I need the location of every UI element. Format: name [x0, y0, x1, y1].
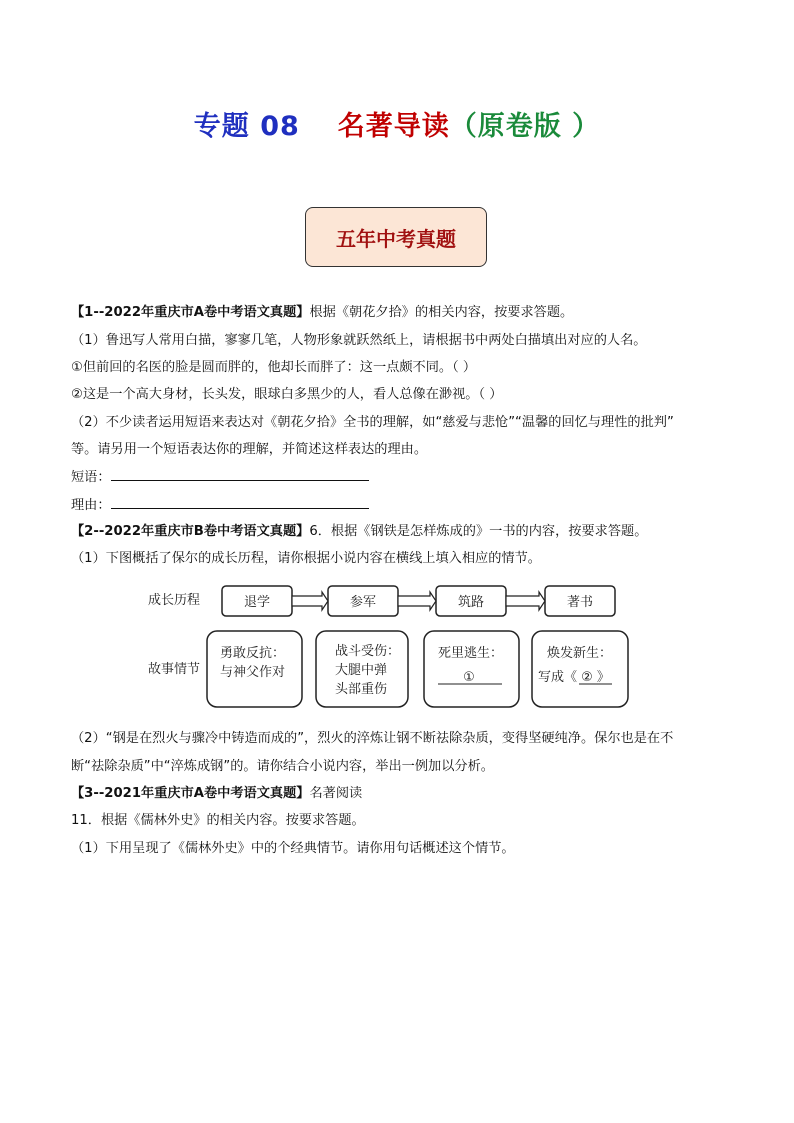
q1-prompt: 根据《朝花夕拾》的相关内容，按要求答题。 [309, 305, 574, 320]
plot-box-3 [424, 631, 519, 707]
q2-source: 【2--2022年重庆市B卷中考语文真题】 [71, 524, 310, 539]
plot-2-line-3: 头部重伤 [335, 682, 388, 697]
q1-sub2-line1: （2）不少读者运用短语来表达对《朝花夕拾》全书的理解，如“慈爱与悲怆”“温馨的回忆与理性的批判” [71, 415, 674, 430]
title-edition: （原卷版 ） [449, 111, 601, 142]
q2-prompt: 6．根据《钢铁是怎样炼成的》一书的内容，按要求答题。 [309, 524, 648, 539]
q2-sub2-line1: （2）“钢是在烈火与骤冷中铸造而成的”，烈火的淬炼让钢不断祛除杂质，变得坚硬纯净。保尔也是在不 [71, 731, 674, 746]
q3-prompt: 名著阅读 [309, 786, 363, 801]
stage-box-3 [436, 586, 506, 616]
q3-source: 【3--2021年重庆市A卷中考语文真题】 [71, 786, 310, 801]
plot-box-4 [532, 631, 628, 707]
plot-box-2 [316, 631, 408, 707]
plot-2-line-2: 大腿中弹 [335, 663, 388, 678]
q3-line2: （1）下用呈现了《儒林外史》中的个经典情节。请你用句话概述这个情节。 [71, 841, 515, 856]
q3-line1: 11．根据《儒林外史》的相关内容。按要求答题。 [71, 813, 365, 828]
phrase-label: 短语： [71, 470, 111, 485]
section-banner: 五年中考真题 [305, 207, 487, 267]
row-label-growth: 成长历程 [148, 593, 201, 608]
arrow-1-icon [292, 592, 328, 610]
q3-header [71, 785, 362, 803]
title-topic-number: 专题 08 [193, 111, 300, 142]
title-topic-name: 名著导读 [337, 111, 450, 142]
plot-4-line-2: 写成《 ② 》 [538, 670, 610, 685]
arrow-3-icon [506, 592, 545, 610]
reason-label: 理由： [71, 498, 111, 513]
stage-box-1 [222, 586, 292, 616]
stage-label-1: 退学 [243, 595, 271, 610]
row-label-plot: 故事情节 [148, 662, 201, 677]
plot-2-line-1: 战斗受伤： [335, 644, 401, 659]
plot-1-line-1: 勇敢反抗： [220, 646, 286, 661]
stage-box-4 [545, 586, 615, 616]
q1-source: 【1--2022年重庆市A卷中考语文真题】 [71, 305, 310, 320]
arrow-2-icon [398, 592, 436, 610]
q2-sub1: （1）下图概括了保尔的成长历程，请你根据小说内容在横线上填入相应的情节。 [71, 551, 541, 566]
plot-3-blank-marker: ① [463, 670, 475, 685]
q2-sub2-line2: 断“祛除杂质”中“淬炼成钢”的。请你结合小说内容，举出一例加以分析。 [71, 759, 494, 774]
q1-sub1: （1）鲁迅写人常用白描，寥寥几笔，人物形象就跃然纸上，请根据书中两处白描填出对应的人名。 [71, 333, 647, 348]
plot-3-line-1: 死里逃生： [438, 646, 504, 661]
q1-item2: ②这是一个高大身材，长头发，眼球白多黑少的人，看人总像在渺视。（ ） [71, 387, 503, 402]
stage-box-2 [328, 586, 398, 616]
stage-label-2: 参军 [349, 595, 377, 610]
stage-label-3: 筑路 [457, 595, 485, 610]
stage-label-4: 著书 [566, 595, 594, 610]
q1-sub2-line2: 等。请另用一个短语表达你的理解，并简述这样表达的理由。 [71, 442, 428, 457]
plot-4-line-1: 焕发新生： [547, 646, 613, 661]
plot-1-line-2: 与神父作对 [220, 665, 286, 680]
plot-box-1 [207, 631, 302, 707]
q1-item1: ①但前回的名医的脸是圆而胖的，他却长而胖了：这一点颇不同。（ ） [71, 360, 477, 375]
